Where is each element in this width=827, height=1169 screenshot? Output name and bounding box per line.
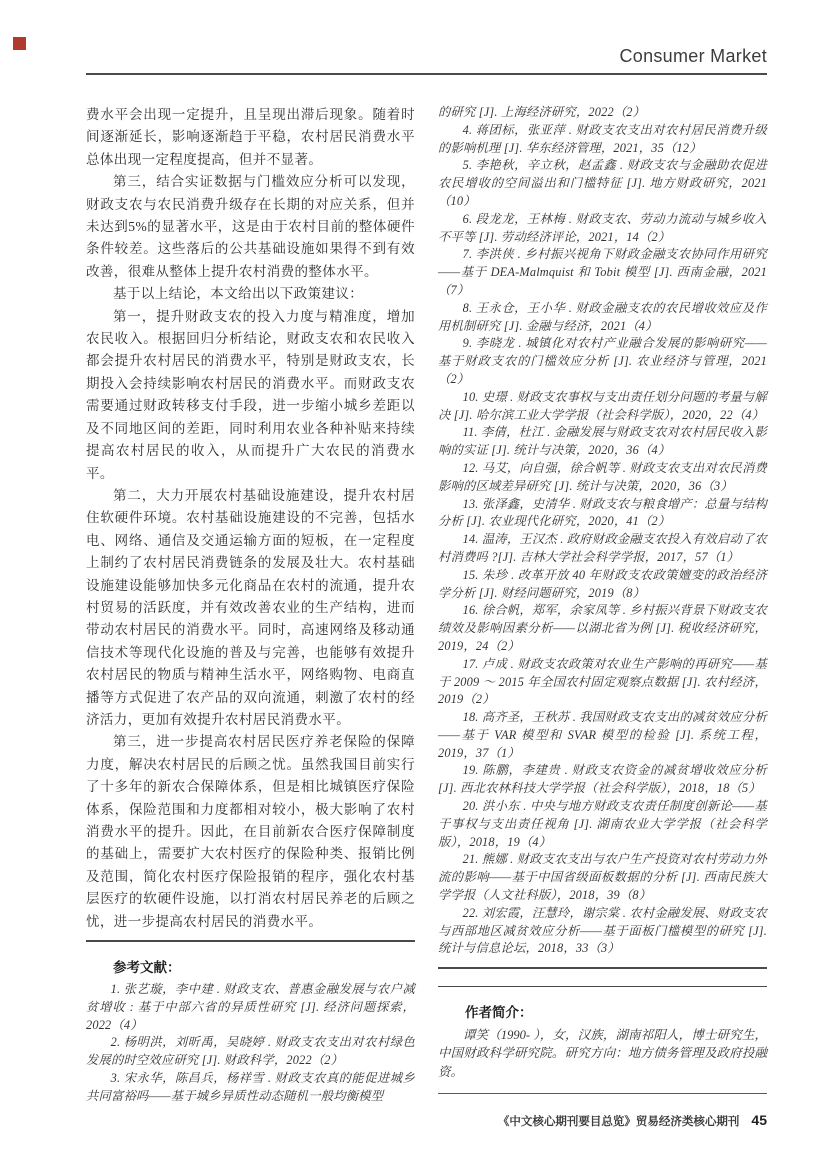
reference-entry: 22. 刘宏霞，汪慧玲，谢宗棠 . 农村金融发展、财政支农与西部地区减贫效应分析——基于面板门槛模型的研究 [J]. 统计与信息论坛，2018，33（3） <box>438 905 767 956</box>
reference-entry: 17. 卢成 . 财政支农政策对农业生产影响的再研究——基于 2009 ～ 2015 年全国农村固定观察点数据 [J]. 农村经济，2019（2） <box>438 656 767 707</box>
running-head: Consumer Market <box>619 46 767 66</box>
reference-entry: 20. 洪小东 . 中央与地方财政支农责任制度创新论——基于事权与支出责任视角 [J]. 湖南农业大学学报（社会科学版），2018，19（4） <box>438 799 767 849</box>
page-number: 45 <box>751 1112 767 1128</box>
author-top-rule <box>438 967 767 969</box>
reference-entry: 6. 段龙龙，王林梅 . 财政支农、劳动力流动与城乡收入不平等 [J]. 劳动经济评论，2021，14（2） <box>438 211 767 244</box>
author-bio-text: 谭笑（1990- ），女，汉族，湖南祁阳人，博士研究生，中国财政科学研究院。研究方向：地方债务管理及政府投融资。 <box>438 1028 767 1079</box>
page-header <box>86 46 767 75</box>
reference-entry: 18. 高齐圣，王秋苏 . 我国财政支农支出的减贫效应分析——基于 VAR 模型和 SVAR 模型的检验 [J]. 系统工程，2019，37（1） <box>438 710 767 760</box>
reference-entry: 14. 温涛，王汉杰 . 政府财政金融支农投入有效启动了农村消费吗 ?[J]. 吉林大学社会科学学报，2017，57（1） <box>438 532 767 564</box>
paragraph: 第三，结合实证数据与门槛效应分析可以发现，财政支农与农民消费升级存在长期的对应关系，但并未达到5%的显著水平，这是由于农村目前的整体硬件条件较差。这些落后的公共基础设施如果得不到有效改善，很难从整体上提升农村消费的整体水平。 <box>86 174 415 279</box>
author-bottom-rule <box>438 1093 767 1094</box>
reference-entry: 19. 陈鹏，李建贵 . 财政支农资金的减贫增收效应分析 [J]. 西北农林科技大学学报（社会科学版），2018，18（5） <box>438 763 767 796</box>
reference-entry: 9. 李晓龙 . 城镇化对农村产业融合发展的影响研究——基于财政支农的门槛效应分析 [J]. 农业经济与管理，2021（2） <box>438 336 767 386</box>
footer-journal-note: 《中文核心期刊要目总览》贸易经济类核心期刊 <box>497 1116 740 1128</box>
reference-entry: 5. 李艳秋，辛立秋，赵孟鑫 . 财政支农与金融助农促进农民增收的空间溢出和门槛特征 [J]. 地方财政研究，2021（10） <box>438 158 767 208</box>
accent-square <box>13 37 26 50</box>
author-intro-title: 作者简介： <box>465 1005 533 1021</box>
reference-entry: 的研究 [J]. 上海经济研究，2022（2） <box>438 105 646 119</box>
right-column <box>438 104 767 1106</box>
references-divider <box>86 940 415 942</box>
reference-entry: 15. 朱珍 . 改革开放 40 年财政支农政策嬗变的政治经济学分析 [J]. 财经问题研究，2019（8） <box>438 567 767 600</box>
paragraph: 第二，大力开展农村基础设施建设，提升农村居住软硬件环境。农村基础设施建设的不完善，包括水电、网络、通信及交通运输方面的短板，在一定程度上制约了农村居民消费链条的发展及壮大。农村基础设施建设能够加快多元化商品在农村的流通，提升农村贸易的活跃度，并有效改善农业的生产结构，进而带动农村居民的消费水平。同时，高速网络及移动通信技术等现代化设施的普及与完善，也能够有效提升农村居民的物质与精神生活水平，网络购物、电商直播等方式促进了农产品的双向流通，刺激了农村的经济活力，更加有效提升农村居民消费水平。 <box>86 487 415 727</box>
author-second-rule <box>438 986 767 987</box>
reference-entry: 4. 蒋团标，张亚萍 . 财政支农支出对农村居民消费升级的影响机理 [J]. 华东经济管理，2021，35（12） <box>438 122 767 155</box>
references-list-left <box>86 981 415 1106</box>
reference-entry: 7. 李洪侠 . 乡村振兴视角下财政金融支农协同作用研究——基于 DEA-Malmquist 和 Tobit 模型 [J]. 西南金融，2021（7） <box>438 247 767 297</box>
reference-entry: 10. 史璟 . 财政支农事权与支出责任划分问题的考量与解决 [J]. 哈尔滨工业大学学报（社会科学版），2020，22（4） <box>438 389 767 422</box>
reference-entry: 13. 张泽鑫，史清华 . 财政支农与粮食增产：总量与结构分析 [J]. 农业现代化研究，2020，41（2） <box>438 496 767 529</box>
header-rule <box>86 73 767 75</box>
references-title: 参考文献： <box>113 960 181 976</box>
reference-entry: 16. 徐合帆，郑军，余家凤等 . 乡村振兴背景下财政支农绩效及影响因素分析——以湖北省为例 [J]. 税收经济研究，2019，24（2） <box>438 603 767 653</box>
left-column <box>86 104 415 1106</box>
paragraph: 费水平会出现一定提升，且呈现出滞后现象。随着时间逐渐延长，影响逐渐趋于平稳，农村居民消费水平总体出现一定程度提高，但并不显著。 <box>86 107 415 167</box>
reference-entry: 3. 宋永华，陈昌兵，杨祥雪 . 财政支农真的能促进城乡共同富裕吗——基于城乡异质性动态随机一般均衡模型 <box>86 1071 415 1103</box>
two-column-content <box>86 104 767 1106</box>
paragraph: 第一，提升财政支农的投入力度与精准度，增加农民收入。根据回归分析结论，财政支农和农民收入都会提升农村居民的消费水平，特别是财政支农，长期投入会持续影响农村居民的消费水平。而财政支农需要通过财政转移支付手段，进一步缩小城乡差距以及不同地区间的差距，同时利用农业各种补贴来持续提高农村居民的收入，从而提升广大农民的消费水平。 <box>86 308 415 481</box>
reference-entry: 11. 李倩，杜江 . 金融发展与财政支农对农村居民收入影响的实证 [J]. 统计与决策，2020，36（4） <box>438 425 767 458</box>
paragraph: 基于以上结论，本文给出以下政策建议： <box>113 286 364 302</box>
body-text <box>86 104 415 933</box>
paragraph: 第三，进一步提高农村居民医疗养老保险的保障力度，解决农村居民的后顾之忧。虽然我国目前实行了十多年的新农合保障体系，但是相比城镇医疗保险体系，保险范围和力度都相对较小，极大影响了农村消费水平的提升。因此，在目前新农合医疗保障制度的基础上，需要扩大农村医疗的保险种类、报销比例及范围，简化农村医疗保险报销的程序，强化农村基层医疗的软硬件设施，以打消农村居民养老的后顾之忧，进一步提高农村居民的消费水平。 <box>86 734 415 929</box>
reference-entry: 12. 马艾，向自强，徐合帆等 . 财政支农支出对农民消费影响的区域差异研究 [J]. 统计与决策，2020，36（3） <box>438 460 767 493</box>
reference-entry: 21. 熊娜 . 财政支农支出与农户生产投资对农村劳动力外流的影响——基于中国省级面板数据的分析 [J]. 西南民族大学学报（人文社科版），2018，39（8） <box>438 852 767 903</box>
reference-entry: 2. 杨明洪，刘昕禹，吴晓婷 . 财政支农支出对农村绿色发展的时空效应研究 [J]. 财政科学，2022（2） <box>86 1035 415 1068</box>
reference-entry: 1. 张艺璇，李中建 . 财政支农、普惠金融发展与农户减贫增收 : 基于中部六省的异质性研究 [J]. 经济问题探索，2022（4） <box>86 982 415 1032</box>
references-list-right <box>438 104 767 958</box>
reference-entry: 8. 王永仓，王小华 . 财政金融支农的农民增收效应及作用机制研究 [J]. 金融与经济，2021（4） <box>438 300 767 333</box>
author-intro-block <box>438 967 767 1094</box>
page-footer <box>498 1112 767 1129</box>
